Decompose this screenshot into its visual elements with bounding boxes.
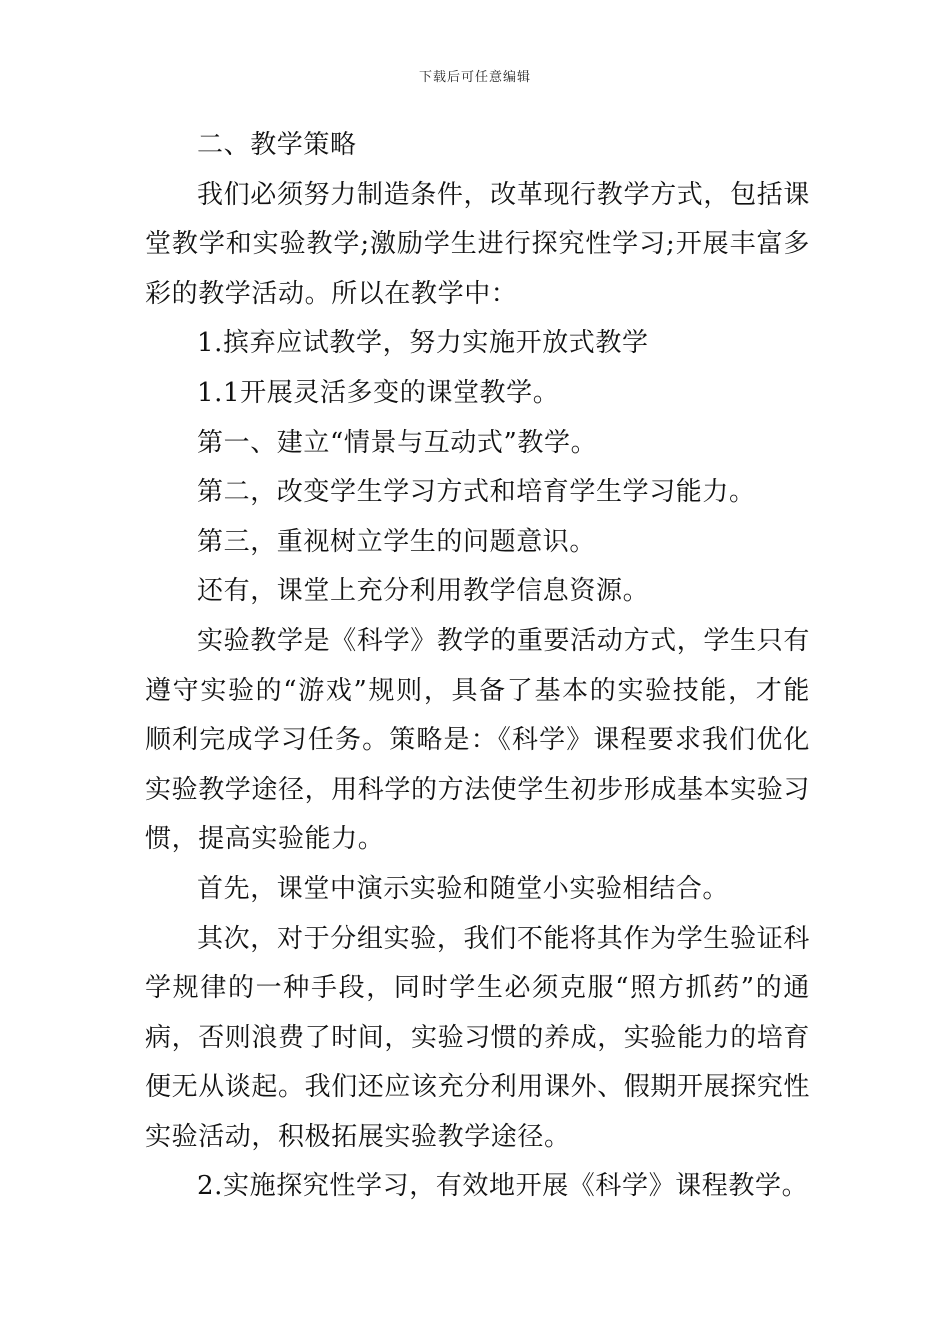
paragraph: 其次，对于分组实验，我们不能将其作为学生验证科学规律的一种手段，同时学生必须克服“照方抓药”的通病，否则浪费了时间，实验习惯的养成，实验能力的培育便无从谈起。我们还应该充分利用课外、假期开展探究性实验活动，积极拓展实验教学途径。 xyxy=(145,923,811,1152)
paragraph: 第一、建立“情景与互动式”教学。 xyxy=(197,427,598,458)
numbered-heading: 2.实施探究性学习，有效地开展《科学》课程教学。 xyxy=(197,1171,809,1202)
page-header: 下载后可任意编辑 xyxy=(418,70,531,85)
paragraph: 第三，重视树立学生的问题意识。 xyxy=(197,526,597,557)
numbered-heading: 1.摈弃应试教学，努力实施开放式教学 xyxy=(197,328,649,359)
paragraph: 我们必须努力制造条件，改革现行教学方式，包括课堂教学和实验教学;激励学生进行探究性学习;开展丰富多彩的教学活动。所以在教学中： xyxy=(145,179,810,309)
section-heading: 二、教学策略 xyxy=(197,130,357,160)
paragraph: 还有，课堂上充分利用教学信息资源。 xyxy=(197,576,650,607)
paragraph: 第二，改变学生学习方式和培育学生学习能力。 xyxy=(197,477,756,508)
document-body xyxy=(145,121,810,1212)
paragraph: 首先，课堂中演示实验和随堂小实验相结合。 xyxy=(197,873,730,904)
numbered-subheading: 1.1开展灵活多变的课堂教学。 xyxy=(197,377,560,408)
paragraph: 实验教学是《科学》教学的重要活动方式，学生只有遵守实验的“游戏”规则，具备了基本的实验技能，才能顺利完成学习任务。策略是：《科学》课程要求我们优化实验教学途径，用科学的方法使学生初步形成基本实验习惯，提高实验能力。 xyxy=(145,625,811,855)
